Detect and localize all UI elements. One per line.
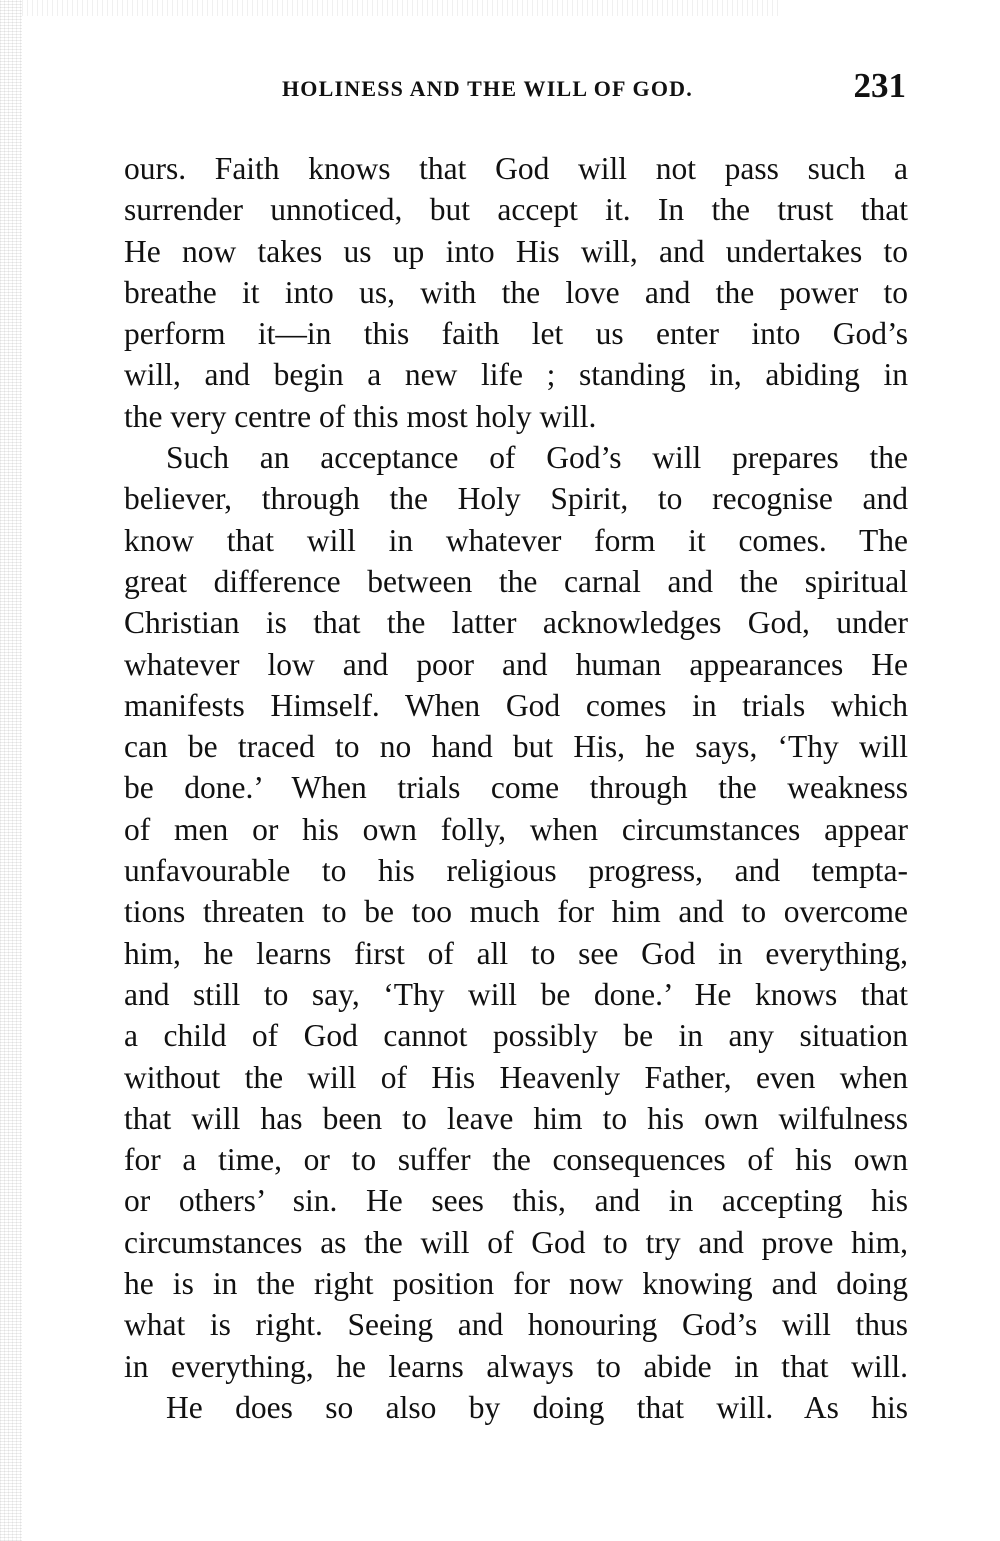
text-line: know that will in whatever form it comes. The [124,522,908,558]
text-line: he is in the right position for now knowing and doing [124,1266,908,1302]
scan-speckle [22,0,782,16]
binding-gutter [0,0,22,1541]
text-line: great difference between the carnal and the spiritual [124,563,908,599]
text-line: and still to say, ‘Thy will be done.’ He knows that [124,976,908,1012]
text-line: of men or his own folly, when circumstances appear [124,811,908,847]
text-line: Such an acceptance of God’s will prepares the [166,440,908,476]
page-header [124,62,908,112]
text-line: the very centre of this most holy will. [124,398,597,434]
text-line: will, and begin a new life ; standing in, abiding in [124,357,908,393]
text-line: can be traced to no hand but His, he says, ‘Thy will [124,729,908,765]
text-line: believer, through the Holy Spirit, to recognise and [124,481,908,517]
text-line: or others’ sin. He sees this, and in accepting his [124,1183,908,1219]
text-line: He does so also by doing that will. As his [166,1389,908,1425]
text-line: him, he learns first of all to see God in everything, [124,935,908,971]
text-line: without the will of His Heavenly Father, even when [124,1059,908,1095]
text-line: whatever low and poor and human appearances He [124,646,908,682]
text-line: Christian is that the latter acknowledges God, under [124,605,908,641]
text-line: what is right. Seeing and honouring God’s will thus [124,1307,908,1343]
text-line: ours. Faith knows that God will not pass such a [124,151,908,186]
text-line: be done.’ When trials come through the weakness [124,770,908,806]
text-line: that will has been to leave him to his own wilfulness [124,1100,908,1136]
text-line: for a time, or to suffer the consequences of his own [124,1142,908,1178]
text-line: manifests Himself. When God comes in trials which [124,687,908,723]
text-line: He now takes us up into His will, and undertakes to [124,233,908,269]
text-line: unfavourable to his religious progress, and tempta- [124,853,908,889]
text-line: surrender unnoticed, but accept it. In the trust that [124,192,908,228]
body-text [124,148,908,1428]
text-line: in everything, he learns always to abide in that will. [124,1348,908,1384]
text-line: perform it—in this faith let us enter into God’s [124,316,908,352]
page-number: 231 [853,66,906,105]
text-line: breathe it into us, with the love and the power to [124,274,908,310]
running-title: HOLINESS AND THE WILL OF GOD. [282,76,693,101]
text-line: tions threaten to be too much for him and to overcome [124,894,908,930]
text-line: circumstances as the will of God to try and prove him, [124,1224,908,1260]
text-line: a child of God cannot possibly be in any situation [124,1018,908,1054]
